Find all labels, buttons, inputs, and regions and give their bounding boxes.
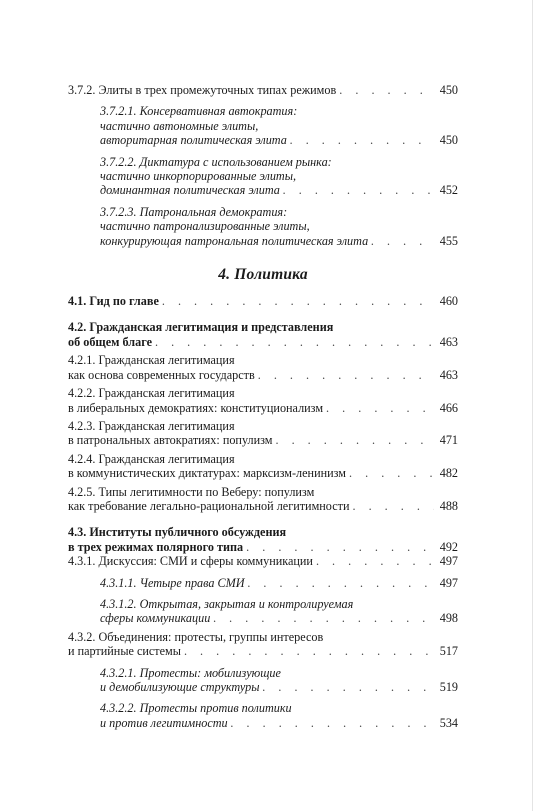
- entry-title: Открытая, закрытая и контролируемая: [139, 596, 354, 611]
- leader-dots: [210, 611, 434, 625]
- entry-title: Протесты против политики: [139, 701, 292, 716]
- toc-entry-4-3-1-1[interactable]: [100, 576, 458, 590]
- entry-number: 4.3.: [68, 525, 87, 540]
- entry-title-line: как требование легально-рациональной легитимности: [68, 498, 350, 513]
- leader-dots: [336, 83, 434, 97]
- entry-title-line: как основа современных государств: [68, 367, 255, 382]
- table-of-contents: [68, 83, 458, 730]
- entry-title-line: и партийные системы: [68, 644, 181, 659]
- toc-entry-4-3-2-2[interactable]: [100, 701, 458, 730]
- leader-dots: [243, 540, 434, 554]
- entry-title: Гражданская легитимация: [98, 353, 235, 368]
- leader-dots: [287, 133, 434, 147]
- toc-entry-4-2-4[interactable]: [68, 452, 458, 481]
- entry-number: 4.2.4.: [68, 451, 96, 466]
- toc-entry-4-2[interactable]: [68, 320, 458, 349]
- entry-title-line: в коммунистических диктатурах: марксизм-ленинизм: [68, 466, 346, 481]
- page-number: 466: [439, 400, 458, 415]
- entry-number: 4.2.: [68, 320, 87, 335]
- page-number: 497: [439, 575, 458, 590]
- entry-number: 4.3.1.2.: [100, 596, 137, 611]
- entry-title-line: частично инкорпорированные элиты,: [100, 169, 297, 184]
- entry-title: Дискуссия: СМИ и сферы коммуникации: [98, 554, 313, 569]
- toc-entry-3-7-2-3[interactable]: [100, 205, 458, 248]
- entry-title: Консервативная автократия:: [139, 104, 298, 119]
- entry-title-line: конкурирующая патрональная политическая элита: [100, 233, 369, 248]
- toc-entry-4-1[interactable]: [68, 294, 458, 308]
- entry-number: 4.3.2.: [68, 629, 96, 644]
- entry-title: Гид по главе: [89, 294, 159, 309]
- page-number: 463: [439, 367, 458, 382]
- entry-number: 4.2.3.: [68, 418, 96, 433]
- entry-number: 4.2.2.: [68, 386, 96, 401]
- entry-number: 4.3.1.: [68, 554, 96, 569]
- toc-entry-4-2-3[interactable]: [68, 419, 458, 448]
- chapter-heading: 4. Политика: [218, 266, 308, 284]
- entry-title-line: сферы коммуникации: [100, 611, 211, 626]
- entry-title-line: и против легитимности: [100, 715, 228, 730]
- entry-number: 4.1.: [68, 294, 87, 309]
- page-number: 450: [439, 83, 458, 97]
- page-number: 492: [439, 539, 458, 554]
- leader-dots: [368, 234, 434, 248]
- entry-title: Четыре права СМИ: [139, 575, 245, 590]
- page-number: 455: [439, 233, 458, 248]
- leader-dots: [245, 576, 434, 590]
- leader-dots: [280, 183, 434, 197]
- entry-number: 4.2.1.: [68, 353, 96, 368]
- toc-entry-3-7-2-1[interactable]: [100, 104, 458, 147]
- entry-title-line: авторитарная политическая элита: [100, 133, 287, 148]
- page-number: 463: [439, 334, 458, 349]
- entry-title-line: доминантная политическая элита: [100, 183, 280, 198]
- leader-dots: [313, 554, 434, 568]
- toc-entry-4-3-2[interactable]: [68, 630, 458, 659]
- page-number: 450: [439, 133, 458, 148]
- leader-dots: [159, 294, 434, 308]
- entry-title-line: об общем благе: [68, 334, 152, 349]
- toc-entry-4-3-2-1[interactable]: [100, 666, 458, 695]
- entry-title: Элиты в трех промежуточных типах режимов: [98, 83, 337, 97]
- page-number: 498: [439, 611, 458, 626]
- entry-number: 3.7.2.2.: [100, 154, 137, 169]
- entry-title-line: в трех режимах полярного типа: [68, 539, 244, 554]
- leader-dots: [152, 335, 434, 349]
- entry-number: 4.3.2.1.: [100, 665, 137, 680]
- toc-entry-4-2-5[interactable]: [68, 485, 458, 514]
- leader-dots: [260, 680, 434, 694]
- page-number: 488: [439, 498, 458, 513]
- entry-number: 3.7.2.3.: [100, 204, 137, 219]
- page-number: 482: [439, 466, 458, 481]
- page-number: 519: [439, 680, 458, 694]
- toc-entry-4-3-1-2[interactable]: [100, 597, 458, 626]
- entry-title: Институты публичного обсуждения: [89, 525, 287, 540]
- toc-entry-4-3[interactable]: [68, 525, 458, 554]
- page-number: 452: [439, 183, 458, 198]
- entry-title: Объединения: протесты, группы интересов: [98, 629, 324, 644]
- entry-number: 3.7.2.1.: [100, 104, 137, 119]
- entry-title: Патрональная демократия:: [139, 204, 288, 219]
- entry-number: 3.7.2.: [68, 83, 96, 97]
- page-number: 460: [439, 294, 458, 309]
- entry-number: 4.2.5.: [68, 484, 96, 499]
- page-number: 534: [439, 715, 458, 730]
- entry-number: 4.3.2.2.: [100, 701, 137, 716]
- leader-dots: [181, 644, 434, 658]
- entry-title-line: в либеральных демократиях: конституционализм: [68, 400, 324, 415]
- entry-title-line: в патрональных автократиях: популизм: [68, 433, 273, 448]
- toc-entry-4-3-1[interactable]: [68, 554, 458, 568]
- entry-title: Гражданская легитимация: [98, 451, 235, 466]
- entry-title: Типы легитимности по Веберу: популизм: [98, 484, 315, 499]
- entry-number: 4.3.1.1.: [100, 575, 137, 590]
- toc-entry-3-7-2[interactable]: [68, 83, 458, 97]
- page-number: 471: [439, 433, 458, 448]
- toc-entry-4-2-1[interactable]: [68, 353, 458, 382]
- entry-title-line: частично автономные элиты,: [100, 118, 259, 133]
- leader-dots: [349, 499, 434, 513]
- leader-dots: [228, 716, 434, 730]
- toc-entry-4-2-2[interactable]: [68, 386, 458, 415]
- entry-title-line: и демобилизующие структуры: [100, 680, 260, 694]
- leader-dots: [255, 368, 434, 382]
- page-number: 497: [439, 554, 458, 569]
- leader-dots: [272, 433, 434, 447]
- entry-title-line: частично патронализированные элиты,: [100, 219, 310, 234]
- entry-title: Протесты: мобилизующие: [139, 665, 281, 680]
- entry-title: Диктатура с использованием рынка:: [139, 154, 332, 169]
- page-number: 517: [439, 644, 458, 659]
- leader-dots: [346, 466, 434, 480]
- leader-dots: [323, 401, 434, 415]
- toc-entry-3-7-2-2[interactable]: [100, 155, 458, 198]
- entry-title: Гражданская легитимация: [98, 418, 235, 433]
- entry-title: Гражданская легитимация: [98, 386, 235, 401]
- entry-title: Гражданская легитимация и представления: [89, 320, 334, 335]
